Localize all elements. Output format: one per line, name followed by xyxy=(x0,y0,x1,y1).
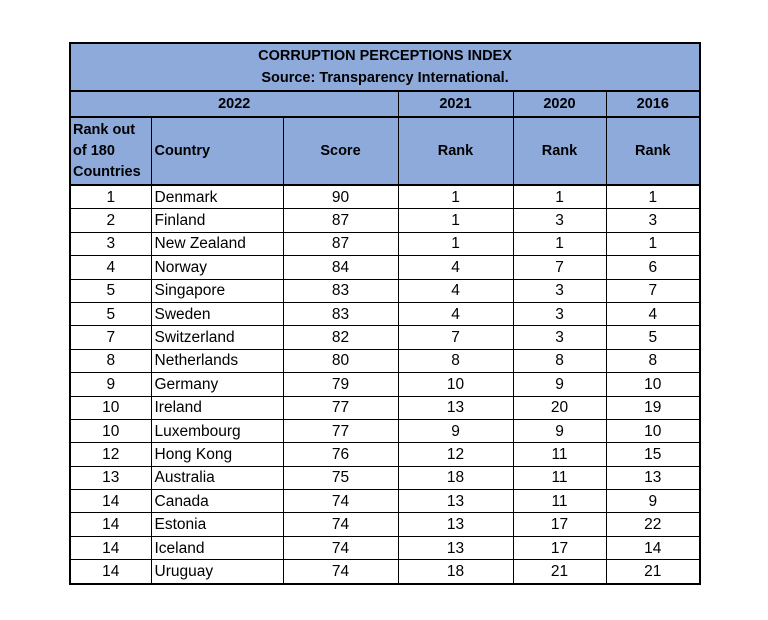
rank-2020-cell: 7 xyxy=(513,256,606,279)
score-cell: 87 xyxy=(283,209,398,232)
rank-2016-cell: 15 xyxy=(606,443,700,466)
rank-2016-cell: 1 xyxy=(606,232,700,255)
table-row xyxy=(70,513,700,536)
score-cell: 74 xyxy=(283,513,398,536)
score-cell: 84 xyxy=(283,256,398,279)
rank-cell: 2 xyxy=(70,209,151,232)
table-row xyxy=(70,185,700,209)
rank-2021-cell: 7 xyxy=(398,326,513,349)
table-row xyxy=(70,326,700,349)
table-row xyxy=(70,419,700,442)
rank-2021-cell: 1 xyxy=(398,185,513,209)
rank-2016-cell: 10 xyxy=(606,373,700,396)
rank-cell: 14 xyxy=(70,560,151,584)
score-cell: 83 xyxy=(283,279,398,302)
rank-cell: 9 xyxy=(70,373,151,396)
rank-2016-cell: 7 xyxy=(606,279,700,302)
rank-2021-cell: 9 xyxy=(398,419,513,442)
score-cell: 90 xyxy=(283,185,398,209)
rank-2016-cell: 9 xyxy=(606,490,700,513)
score-cell: 74 xyxy=(283,560,398,584)
rank-header-line-3: Countries xyxy=(73,163,141,180)
country-cell: Canada xyxy=(151,490,283,513)
table-row xyxy=(70,256,700,279)
rank-cell: 3 xyxy=(70,232,151,255)
rank-2021-cell: 4 xyxy=(398,302,513,325)
rank-2021-cell: 10 xyxy=(398,373,513,396)
rank-2020-cell: 11 xyxy=(513,443,606,466)
rank-2021-cell: 12 xyxy=(398,443,513,466)
table-row xyxy=(70,279,700,302)
table-row xyxy=(70,490,700,513)
rank-cell: 10 xyxy=(70,419,151,442)
country-cell: Germany xyxy=(151,373,283,396)
rank-2020-cell: 1 xyxy=(513,232,606,255)
score-column-header: Score xyxy=(283,117,398,185)
rank-cell: 14 xyxy=(70,513,151,536)
score-cell: 82 xyxy=(283,326,398,349)
rank-2021-cell: 8 xyxy=(398,349,513,372)
rank-2021-cell: 13 xyxy=(398,513,513,536)
table-row xyxy=(70,349,700,372)
rank-cell: 5 xyxy=(70,302,151,325)
rank-2021-cell: 1 xyxy=(398,232,513,255)
score-cell: 74 xyxy=(283,490,398,513)
rank-2016-column-header: Rank xyxy=(606,117,700,185)
rank-2020-cell: 9 xyxy=(513,373,606,396)
column-header-row xyxy=(70,117,700,185)
rank-2020-cell: 11 xyxy=(513,466,606,489)
rank-2020-cell: 1 xyxy=(513,185,606,209)
rank-cell: 1 xyxy=(70,185,151,209)
country-cell: Ireland xyxy=(151,396,283,419)
rank-2021-cell: 4 xyxy=(398,256,513,279)
table-title: CORRUPTION PERCEPTIONS INDEX xyxy=(258,48,512,64)
rank-2016-cell: 3 xyxy=(606,209,700,232)
table-row xyxy=(70,536,700,559)
rank-cell: 12 xyxy=(70,443,151,466)
score-cell: 76 xyxy=(283,443,398,466)
table-body xyxy=(70,43,700,584)
year-2020-header: 2020 xyxy=(513,91,606,117)
table-row xyxy=(70,466,700,489)
rank-cell: 10 xyxy=(70,396,151,419)
table-row xyxy=(70,232,700,255)
year-row xyxy=(70,91,700,117)
rank-2021-cell: 18 xyxy=(398,560,513,584)
rank-2020-cell: 9 xyxy=(513,419,606,442)
rank-2021-cell: 13 xyxy=(398,396,513,419)
table-row xyxy=(70,443,700,466)
rank-2020-cell: 21 xyxy=(513,560,606,584)
table-row xyxy=(70,373,700,396)
rank-2020-cell: 3 xyxy=(513,302,606,325)
score-cell: 74 xyxy=(283,536,398,559)
score-cell: 77 xyxy=(283,396,398,419)
rank-2021-cell: 13 xyxy=(398,536,513,559)
rank-2020-cell: 17 xyxy=(513,536,606,559)
rank-2020-cell: 17 xyxy=(513,513,606,536)
rank-2020-column-header: Rank xyxy=(513,117,606,185)
country-cell: Iceland xyxy=(151,536,283,559)
rank-2021-column-header: Rank xyxy=(398,117,513,185)
rank-cell: 8 xyxy=(70,349,151,372)
rank-2016-cell: 22 xyxy=(606,513,700,536)
country-cell: Sweden xyxy=(151,302,283,325)
rank-cell: 5 xyxy=(70,279,151,302)
country-cell: Estonia xyxy=(151,513,283,536)
rank-2016-cell: 4 xyxy=(606,302,700,325)
table-title-cell xyxy=(70,43,700,91)
rank-column-header xyxy=(70,117,151,185)
year-2022-header: 2022 xyxy=(70,91,398,117)
rank-cell: 4 xyxy=(70,256,151,279)
rank-2016-cell: 8 xyxy=(606,349,700,372)
corruption-index-table xyxy=(69,42,701,585)
rank-2016-cell: 21 xyxy=(606,560,700,584)
rank-cell: 14 xyxy=(70,490,151,513)
rank-2021-cell: 4 xyxy=(398,279,513,302)
country-cell: Hong Kong xyxy=(151,443,283,466)
rank-header-line-1: Rank out xyxy=(73,121,136,138)
country-cell: Singapore xyxy=(151,279,283,302)
score-cell: 79 xyxy=(283,373,398,396)
year-2021-header: 2021 xyxy=(398,91,513,117)
rank-2020-cell: 20 xyxy=(513,396,606,419)
rank-2021-cell: 18 xyxy=(398,466,513,489)
rank-2020-cell: 11 xyxy=(513,490,606,513)
country-cell: Uruguay xyxy=(151,560,283,584)
country-cell: Finland xyxy=(151,209,283,232)
rank-2016-cell: 13 xyxy=(606,466,700,489)
country-cell: Netherlands xyxy=(151,349,283,372)
country-cell: Norway xyxy=(151,256,283,279)
score-cell: 75 xyxy=(283,466,398,489)
rank-2020-cell: 3 xyxy=(513,209,606,232)
rank-2016-cell: 5 xyxy=(606,326,700,349)
rank-2020-cell: 3 xyxy=(513,279,606,302)
table-row xyxy=(70,396,700,419)
rank-2020-cell: 3 xyxy=(513,326,606,349)
year-2016-header: 2016 xyxy=(606,91,700,117)
table-row xyxy=(70,302,700,325)
rank-2021-cell: 13 xyxy=(398,490,513,513)
title-row xyxy=(70,43,700,91)
country-cell: Switzerland xyxy=(151,326,283,349)
rank-cell: 13 xyxy=(70,466,151,489)
table-source: Source: Transparency International. xyxy=(261,70,509,86)
rank-cell: 14 xyxy=(70,536,151,559)
rank-2016-cell: 14 xyxy=(606,536,700,559)
score-cell: 87 xyxy=(283,232,398,255)
rank-header-line-2: of 180 xyxy=(73,142,115,159)
rank-2016-cell: 10 xyxy=(606,419,700,442)
country-cell: New Zealand xyxy=(151,232,283,255)
score-cell: 80 xyxy=(283,349,398,372)
score-cell: 77 xyxy=(283,419,398,442)
rank-2021-cell: 1 xyxy=(398,209,513,232)
rank-cell: 7 xyxy=(70,326,151,349)
country-cell: Luxembourg xyxy=(151,419,283,442)
rank-2020-cell: 8 xyxy=(513,349,606,372)
country-column-header: Country xyxy=(151,117,283,185)
rank-2016-cell: 6 xyxy=(606,256,700,279)
country-cell: Denmark xyxy=(151,185,283,209)
country-cell: Australia xyxy=(151,466,283,489)
rank-2016-cell: 1 xyxy=(606,185,700,209)
score-cell: 83 xyxy=(283,302,398,325)
rank-2016-cell: 19 xyxy=(606,396,700,419)
table-row xyxy=(70,560,700,584)
table-row xyxy=(70,209,700,232)
